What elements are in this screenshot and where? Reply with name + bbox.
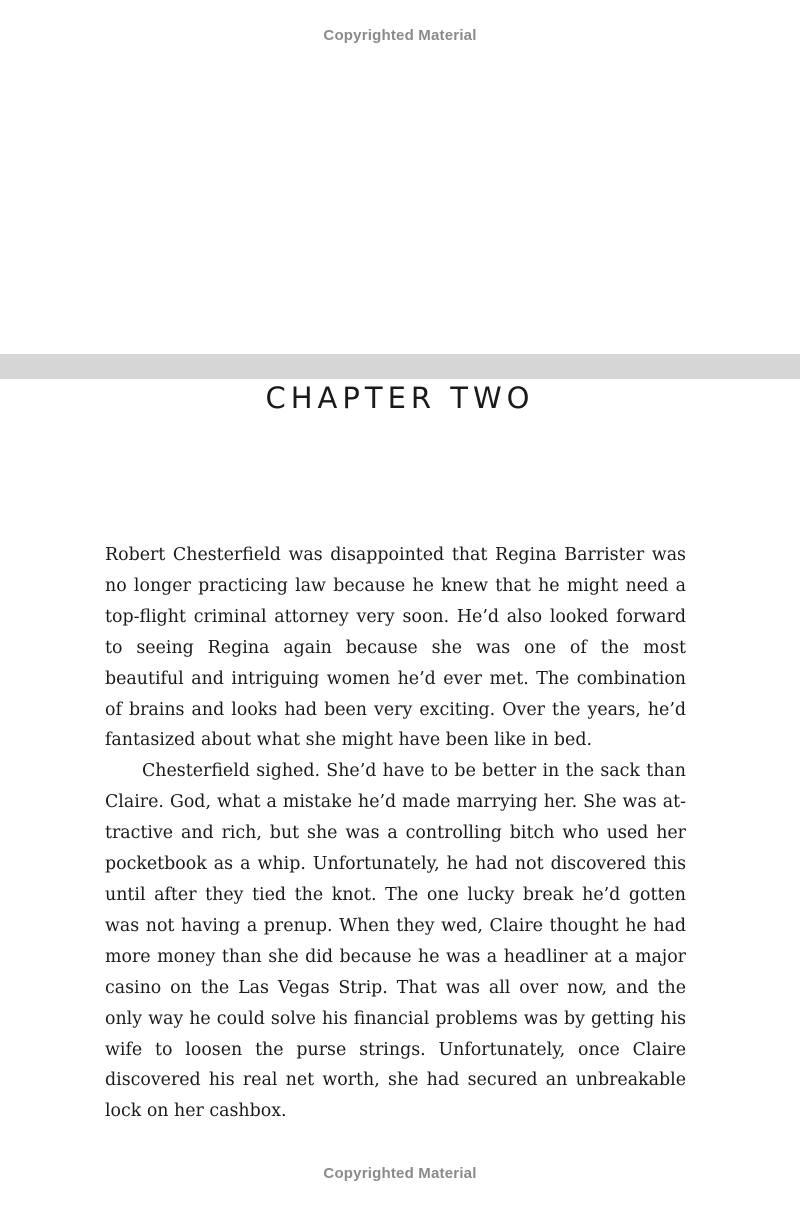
- paragraph-2: Chesterfield sighed. She’d have to be better in the sack than Claire. God, what a mistake he’d made marrying her. She was attractive and rich, but she was a controlling bitch who used her pocketbook as a whip. Unfortunately, he had not discovered this until after they tied the knot. The one lucky break he’d gotten was not having a prenup. When they wed, Claire thought he had more money than she did because he was a headliner at a major casino on the Las Vegas Strip. That was all over now, and the only way he could solve his financial problems was by getting his wife to loosen the purse strings. Unfortunately, once Claire discovered his real net worth, she had secured an unbreakable lock on her cashbox.: [105, 761, 686, 1122]
- watermark-bottom: Copyrighted Material: [323, 1165, 477, 1182]
- chapter-title-text: CHAPTER TWO: [265, 381, 535, 415]
- body-text: [105, 540, 686, 1127]
- paragraph-1: Robert Chesterfield was disappointed that Regina Barrister was no longer practicing law because he knew that he might need a top-flight criminal attorney very soon. He’d also looked forward to seeing Regina again because she was one of the most beautiful and intriguing women he’d ever met. The combination of brains and looks had been very exciting. Over the years, he’d fantasized about what she might have been like in bed.: [105, 545, 686, 751]
- watermark-top: Copyrighted Material: [323, 27, 477, 44]
- chapter-title: [0, 379, 800, 419]
